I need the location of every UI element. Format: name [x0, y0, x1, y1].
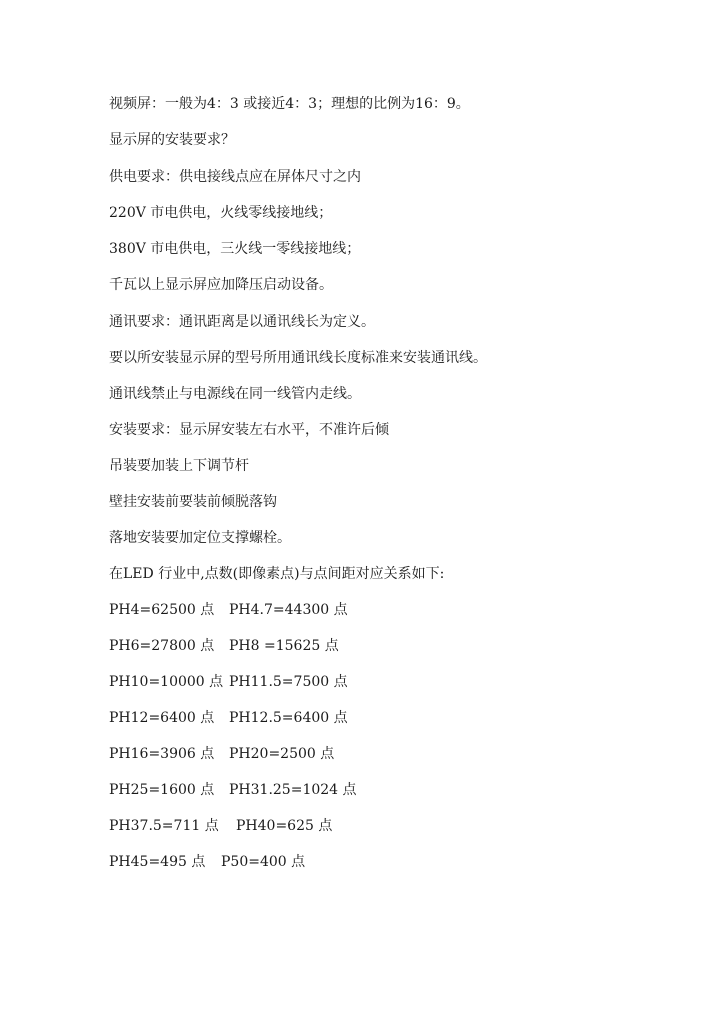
- pitch-entry: PH40=625 点: [236, 818, 333, 834]
- pitch-entry: PH8 =15625 点: [229, 638, 339, 654]
- pitch-table-row: [109, 781, 629, 799]
- paragraph: 通讯线禁止与电源线在同一线管内走线。: [109, 386, 361, 402]
- pitch-table-row: [109, 601, 629, 619]
- section-heading: 显示屏的安装要求？: [109, 132, 235, 148]
- paragraph: 千瓦以上显示屏应加降压启动设备。: [109, 277, 333, 293]
- paragraph: 通讯要求：通讯距离是以通讯线长为定义。: [109, 314, 375, 330]
- pitch-entry: P50=400 点: [221, 854, 306, 870]
- pitch-entry: PH4.7=44300 点: [229, 602, 348, 618]
- pitch-entry: PH12=6400 点: [109, 710, 215, 726]
- paragraph: 供电要求：供电接线点应在屏体尺寸之内: [109, 169, 361, 185]
- pitch-table-row: [109, 853, 629, 871]
- pitch-table-row: [109, 745, 629, 763]
- paragraph: 吊装要加装上下调节杆: [109, 458, 249, 474]
- pitch-entry: PH37.5=711 点: [109, 818, 219, 834]
- pitch-entry: PH45=495 点: [109, 854, 206, 870]
- paragraph: 在LED 行业中,点数(即像素点)与点间距对应关系如下:: [109, 566, 445, 582]
- pitch-table-row: [109, 817, 629, 835]
- pitch-table-row: [109, 709, 629, 727]
- pitch-entry: PH31.25=1024 点: [229, 782, 357, 798]
- pitch-entry: PH6=27800 点: [109, 638, 215, 654]
- paragraph: 380V 市电供电，三火线一零线接地线；: [109, 241, 361, 257]
- paragraph: 壁挂安装前要装前倾脱落钩: [109, 494, 277, 510]
- pitch-entry: PH20=2500 点: [229, 746, 335, 762]
- paragraph: 安装要求：显示屏安装左右水平，不准许后倾: [109, 422, 389, 438]
- pitch-entry: PH10=10000 点: [109, 674, 224, 690]
- paragraph: 视频屏：一般为4：3 或接近4：3；理想的比例为16：9。: [109, 96, 470, 112]
- pitch-table-row: [109, 637, 629, 655]
- paragraph: 220V 市电供电，火线零线接地线；: [109, 205, 333, 221]
- pitch-entry: PH12.5=6400 点: [229, 710, 348, 726]
- pitch-table-row: [109, 673, 629, 691]
- pitch-entry: PH11.5=7500 点: [229, 674, 348, 690]
- pitch-entry: PH4=62500 点: [109, 602, 215, 618]
- paragraph: 落地安装要加定位支撑螺栓。: [109, 530, 291, 546]
- pitch-entry: PH16=3906 点: [109, 746, 215, 762]
- pitch-entry: PH25=1600 点: [109, 782, 215, 798]
- paragraph: 要以所安装显示屏的型号所用通讯线长度标准来安装通讯线。: [109, 350, 487, 366]
